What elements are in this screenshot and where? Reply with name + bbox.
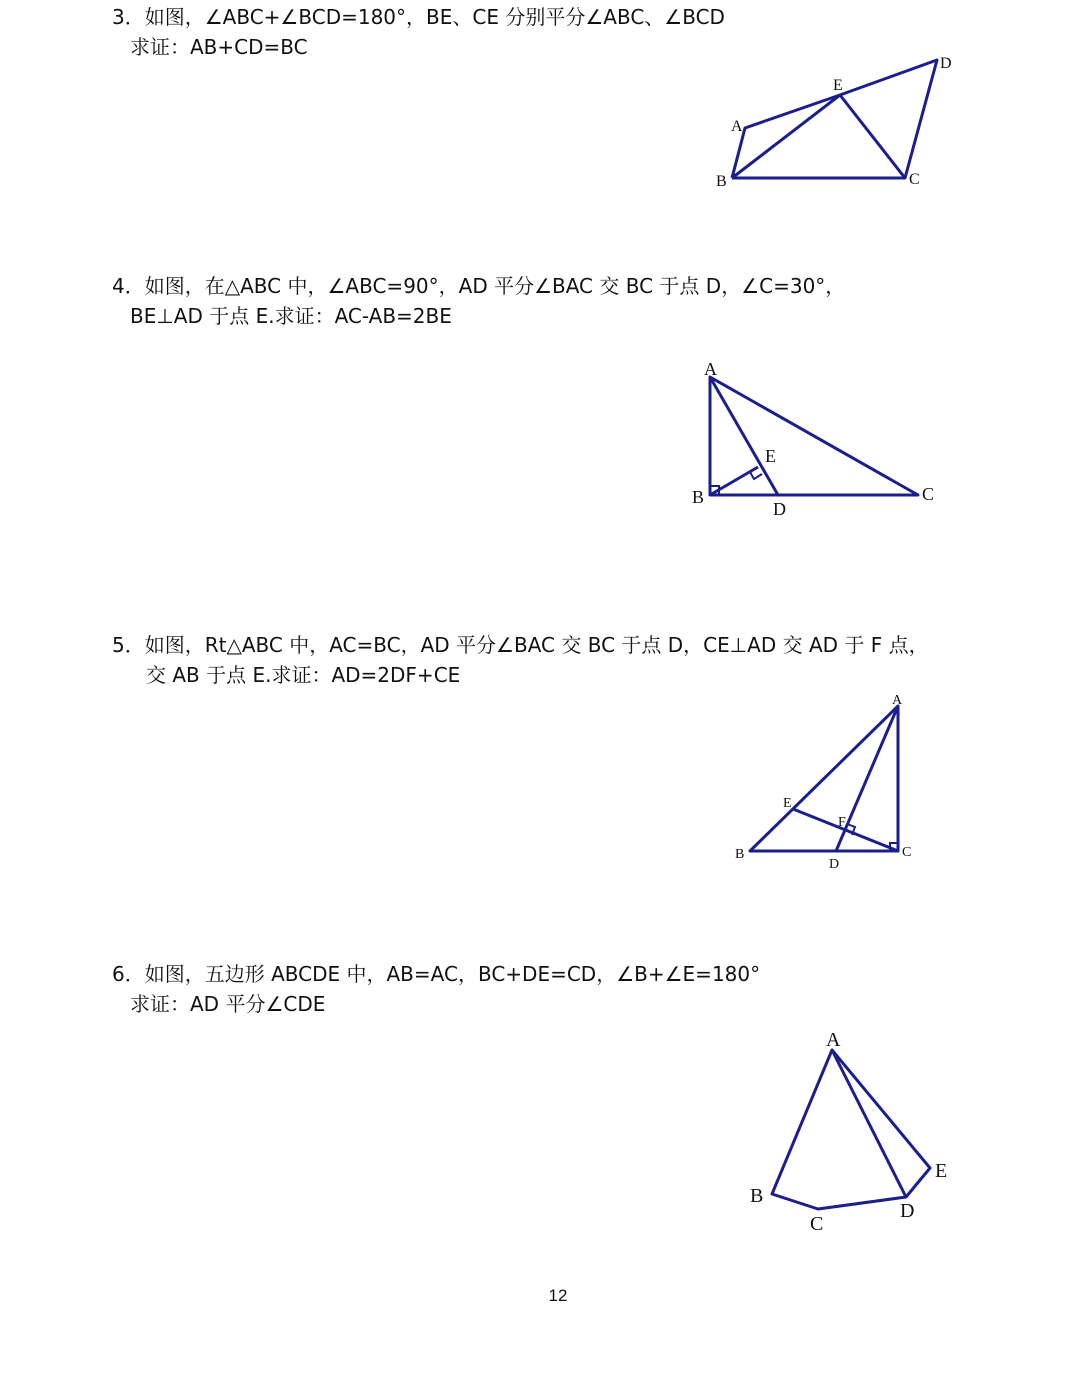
label-f: F	[838, 815, 846, 830]
segment-b-e	[710, 467, 758, 495]
label-c: C	[902, 845, 912, 860]
problem-3-line-2: 求证：AB+CD=BC	[130, 35, 308, 59]
label-d: D	[940, 55, 952, 72]
label-b: B	[716, 173, 727, 190]
label-a: A	[826, 1029, 841, 1051]
label-e: E	[935, 1160, 948, 1182]
problem-6-line-2: 求证：AD 平分∠CDE	[130, 992, 326, 1016]
problem-5-statement: 如图，Rt△ABC 中，AC=BC，AD 平分∠BAC 交 BC 于点 D，CE⊥AD 交 AD 于 F 点，	[144, 633, 929, 657]
problem-3-number: 3．	[112, 5, 145, 29]
segment-b-e	[732, 95, 840, 178]
segment-e-c	[840, 95, 905, 178]
problem-5-number: 5．	[112, 633, 145, 657]
problem-4-line-2: BE⊥AD 于点 E.求证：AC-AB=2BE	[130, 304, 452, 328]
label-e: E	[783, 796, 792, 811]
problem-5-line-1	[112, 631, 929, 659]
label-c: C	[810, 1213, 824, 1235]
problem-4-number: 4．	[112, 274, 145, 298]
problem-5-figure	[730, 688, 930, 873]
label-e: E	[765, 446, 776, 466]
label-c: C	[922, 484, 935, 504]
label-b: B	[735, 847, 745, 862]
triangle-abc	[750, 706, 898, 851]
label-b: B	[750, 1185, 764, 1207]
problem-4-figure	[680, 355, 950, 525]
label-e: E	[833, 77, 843, 94]
problem-6-line-1	[112, 960, 760, 988]
problem-4-line-1	[112, 272, 845, 300]
problem-5-line-2: 交 AB 于点 E.求证：AD=2DF+CE	[146, 663, 461, 687]
right-angle-mark-e	[750, 472, 762, 479]
label-d: D	[773, 499, 786, 519]
page-number: 12	[548, 1286, 568, 1305]
label-a: A	[704, 359, 717, 379]
label-c: C	[909, 171, 920, 188]
problem-4-statement: 如图，在△ABC 中，∠ABC=90°，AD 平分∠BAC 交 BC 于点 D，∠C=30°，	[144, 274, 846, 298]
problem-6-statement: 如图，五边形 ABCDE 中，AB=AC，BC+DE=CD，∠B+∠E=180°	[144, 962, 761, 986]
label-b: B	[692, 487, 705, 507]
label-a: A	[892, 693, 903, 708]
label-a: A	[731, 118, 743, 135]
label-d: D	[829, 857, 840, 872]
problem-3-figure	[700, 48, 970, 198]
label-d: D	[900, 1200, 915, 1222]
problem-3-line-1	[112, 3, 725, 31]
problem-3-statement: 如图，∠ABC+∠BCD=180°，BE、CE 分别平分∠ABC、∠BCD	[144, 5, 725, 29]
pentagon-abcde	[772, 1050, 930, 1209]
problem-6-number: 6．	[112, 962, 145, 986]
problem-6-figure	[740, 1022, 960, 1242]
